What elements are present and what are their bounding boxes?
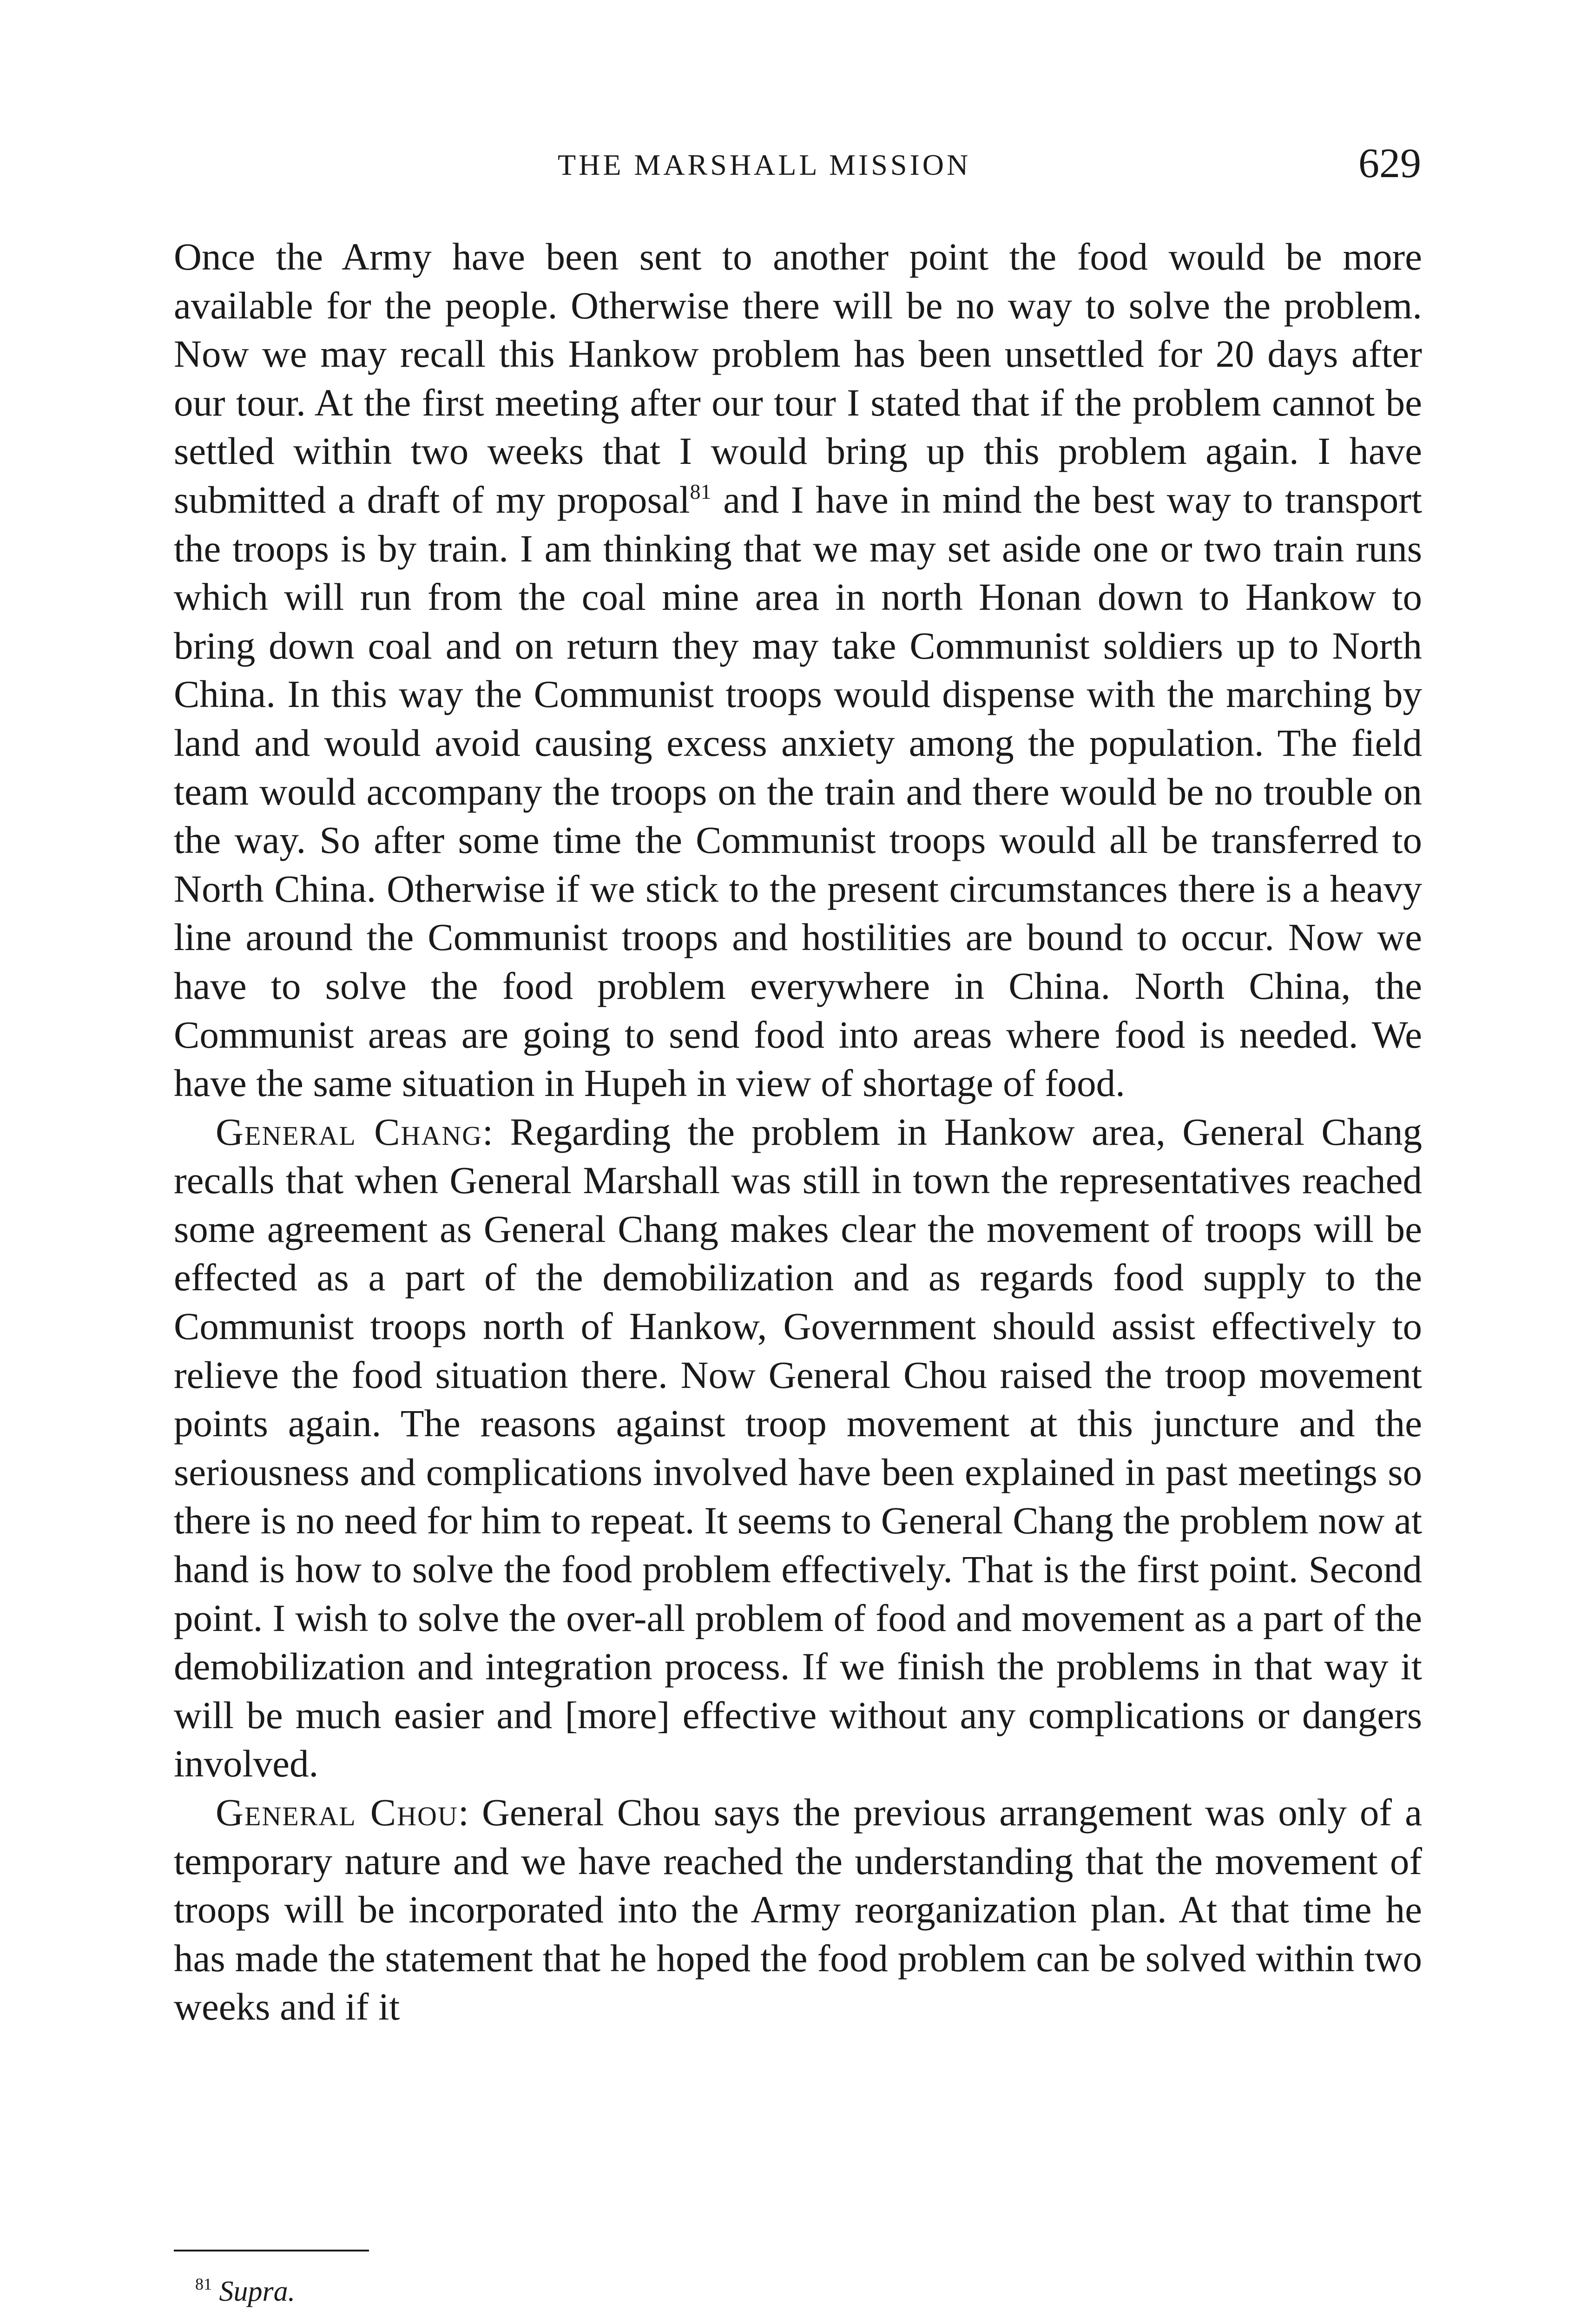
paragraph-text: Once the Army have been sent to another point the food would be more available for the people. Otherwise there will be no way to solve the problem. Now we may recall this Hankow problem has been unsettled for 20 days after our tour. At the first meeting after our tour I stated that if the problem cannot be settled within two weeks that I would bring up this problem again. I have submitted a draft of my proposal [174,235,1422,521]
footnote [195,2273,295,2310]
paragraph-chou-statement [174,232,1422,1108]
speaker-colon: : [458,1791,482,1834]
footnote-divider [174,2250,369,2251]
footnote-text: Supra. [219,2276,296,2307]
footnote-reference[interactable]: 81 [690,479,711,503]
paragraph-text: Regarding the problem in Hankow area, General Chang recalls that when General Marshall was still in town the representatives reached some agreement as General Chang makes clear the movement of troops will be effected as a part of the demobilization and as regards food supply to the Communist troops north of Hankow, Government should assist effectively to relieve the food situation there. Now General Chou raised the troop movement points again. The reasons against troop movement at this juncture and the seriousness and complications involved have been explained in past meetings so there is no need for him to repeat. It seems to General Chang the problem now at hand is how to solve the food problem effectively. That is the first point. Second point. I wish to solve the over-all problem of food and movement as a part of the demobilization and integration process. If we finish the problems in that way it will be much easier and [more] effective without any complications or dangers involved. [174,1110,1422,1785]
paragraph-chou-reply [174,1788,1422,2031]
paragraph-text: General Chou says the previous arrangement was only of a temporary nature and we have reached the understanding that the movement of troops will be incorporated into the Army reorganization plan. At that time he has made the statement that he hoped the food problem can be solved within two weeks and if it [174,1791,1423,2028]
page-number: 629 [1358,140,1421,186]
body-text [174,232,1422,2031]
speaker-name: General Chang [216,1110,482,1153]
speaker-name: General Chou [216,1791,458,1834]
running-head: THE MARSHALL MISSION [558,148,971,181]
paragraph-text: and I have in mind the best way to transport the troops is by train. I am thinking that we may set aside one or two train runs which will run from the coal mine area in north Honan down to Hankow to bring down coal and on return they may take Communist soldiers up to North China. In this way the Communist troops would dispense with the marching by land and would avoid causing excess anxiety among the population. The field team would accompany the troops on the train and there would be no trouble on the way. So after some time the Communist troops would all be transferred to North China. Otherwise if we stick to the present circumstances there is a heavy line around the Communist troops and hostilities are bound to occur. Now we have to solve the food problem everywhere in China. North China, the Communist areas are going to send food into areas where food is needed. We have the same situation in Hupeh in view of shortage of food. [174,478,1422,1105]
paragraph-chang-statement [174,1108,1422,1788]
footnote-number: 81 [195,2275,212,2293]
speaker-colon: : [482,1110,510,1153]
